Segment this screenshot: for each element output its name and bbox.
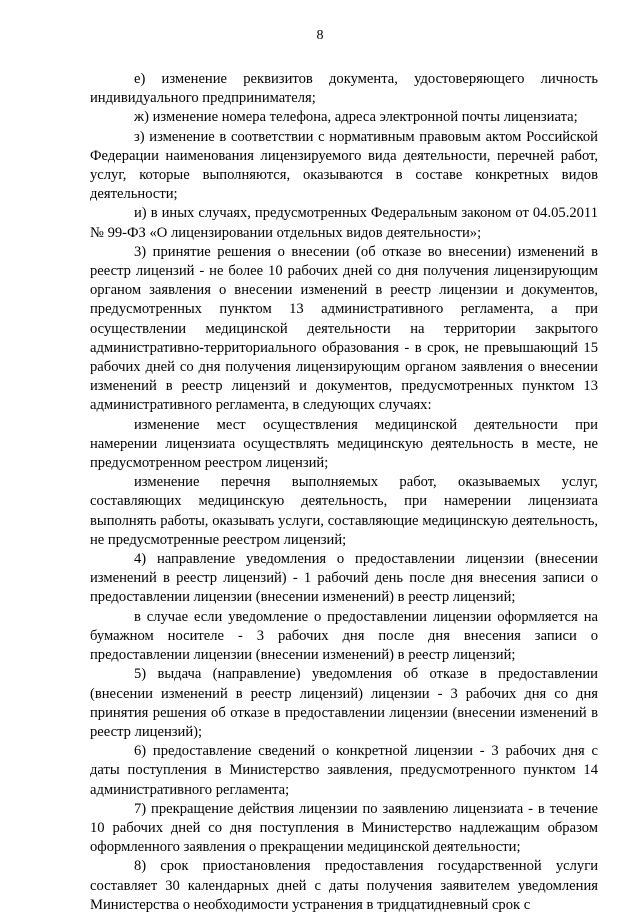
paragraph-8: 8) срок приостановления предоставления государственной услуги составляет 30 календарных дней с даты получения заявителем уведомления Министерства о необходимости устранения в тридцатидневный срок с	[90, 858, 598, 913]
paragraph-e: е) изменение реквизитов документа, удостоверяющего личность индивидуального предпринимателя;	[90, 71, 598, 107]
page-number: 8	[316, 28, 324, 43]
paragraph-3-case-1: изменение мест осуществления медицинской деятельности при намерении лицензиата осуществлять медицинскую деятельность в месте, не предусмотренном реестром лицензий;	[90, 416, 598, 472]
paragraph-7: 7) прекращение действия лицензии по заявлению лицензиата - в течение 10 рабочих дней со дня поступления в Министерство надлежащим образом оформленного заявления о прекращении медицинской деятельности;	[90, 800, 598, 856]
paragraph-5: 5) выдача (направление) уведомления об отказе в предоставлении (внесении изменений в реестр лицензий) лицензии - 3 рабочих дня со дня принятия решения об отказе в предоставлении лицензии (внесении изменений в реестр лицензий);	[90, 666, 598, 740]
paragraph-3-case-2: изменение перечня выполняемых работ, оказываемых услуг, составляющих медицинскую деятельность, при намерении лицензиата выполнять работы, оказывать услуги, составляющие медицинскую деятельность, не предусмотренные реестром лицензий;	[90, 474, 598, 548]
paragraph-z: з) изменение в соответствии с нормативным правовым актом Российской Федерации наименования лицензируемого вида деятельности, перечней работ, услуг, которые выполняются, оказываются в составе конкретных видов деятельности;	[90, 128, 598, 203]
paragraph-6: 6) предоставление сведений о конкретной лицензии - 3 рабочих дня с даты поступления в Министерство заявления, предусмотренного пунктом 14 административного регламента;	[90, 743, 598, 798]
paragraph-i: и) в иных случаях, предусмотренных Федеральным законом от 04.05.2011 № 99-ФЗ «О лицензировании отдельных видов деятельности»;	[90, 205, 598, 241]
paragraph-zh: ж) изменение номера телефона, адреса электронной почты лицензиата;	[134, 109, 578, 126]
document-body	[90, 70, 598, 915]
paragraph-4-paper: в случае если уведомление о предоставлении лицензии оформляется на бумажном носителе - 3 рабочих дня после дня внесения записи о предоставлении лицензии (внесении изменений) в реестр лицензий;	[90, 608, 598, 664]
paragraph-3: 3) принятие решения о внесении (об отказе во внесении) изменений в реестр лицензий - не более 10 рабочих дней со дня получения лицензирующим органом заявления о внесении изменений в реестр лицензии и документов, предусмотренных пунктом 13 административного регламента, а при осуществлении медицинской деятельности на территории закрытого административно-территориального образования - в срок, не превышающий 15 рабочих дней со дня получения лицензирующим органом заявления о внесении изменений в реестр лицензий и документов, предусмотренных пунктом 13 административного регламента, в следующих случаях:	[90, 243, 598, 414]
paragraph-4: 4) направление уведомления о предоставлении лицензии (внесении изменений в реестр лицензий) - 1 рабочий день после дня внесения записи о предоставлении лицензии (внесении изменений) в реестр лицензий;	[90, 551, 598, 606]
